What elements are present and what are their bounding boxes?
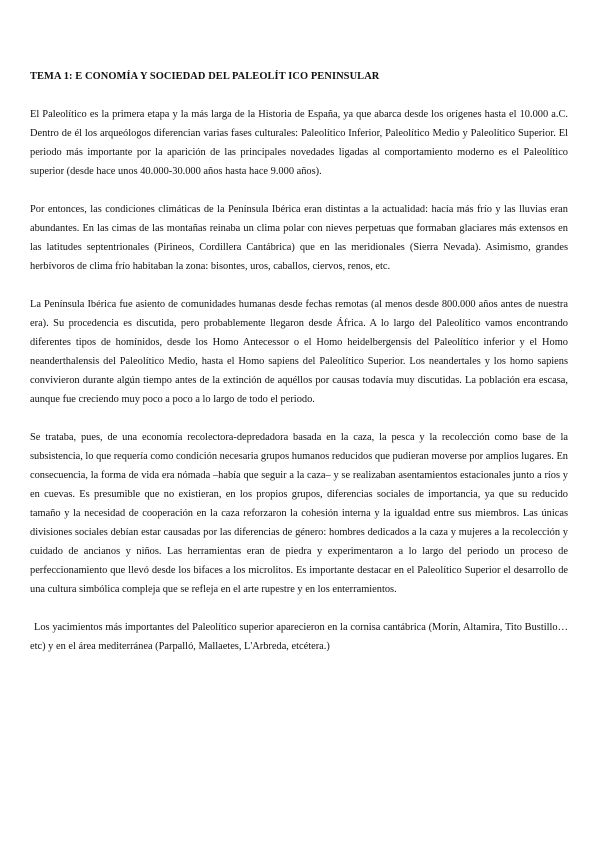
paragraph-intro: El Paleolítico es la primera etapa y la más larga de la Historia de España, ya que abarca desde los orígenes hasta el 10.000 a.C. Dentro de él los arqueólogos diferencian varias fases culturales: Paleolítico Inferior, Paleolítico Medio y Paleolítico Superior. El periodo más importante por la aparición de las principales novedades ligadas al comportamiento moderno es el Paleolítico superior (desde hace unos 40.000-30.000 años hasta hace 9.000 años). bbox=[30, 109, 568, 177]
paragraph-hominids: La Península Ibérica fue asiento de comunidades humanas desde fechas remotas (al menos desde 800.000 años antes de nuestra era). Su procedencia es discutida, pero probablemente llegaron desde África. A lo largo del Paleolítico vamos encontrando diferentes tipos de homínidos, desde los Homo Antecessor o el Homo heidelbergensis del Paleolítico inferior y el Homo neanderthalensis del Paleolítico Medio, hasta el Homo sapiens del Paleolítico Superior. Los neandertales y los homo sapiens convivieron durante algún tiempo antes de la extinción de aquéllos por causas todavía muy discutidas. La población era escasa, aunque fue creciendo muy poco a poco a lo largo de todo el periodo. bbox=[30, 299, 568, 405]
document-page bbox=[30, 70, 568, 675]
paragraph-economy: Se trataba, pues, de una economía recolectora-depredadora basada en la caza, la pesca y la recolección como base de la subsistencia, lo que requería como condición necesaria grupos humanos reducidos que pudieran moverse por amplios lugares. En consecuencia, la forma de vida era nómada –había que seguir a la caza– y se realizaban asentamientos estacionales junto a ríos y en cuevas. Es presumible que no existieran, en los propios grupos, diferencias sociales de importancia, ya que su reducido tamaño y la necesidad de cooperación en la caza reforzaron la cohesión interna y la igualdad entre sus miembros. Las únicas divisiones sociales debían estar causadas por las diferencias de género: hombres dedicados a la caza y mujeres a la recolección y cuidado de ancianos y niños. Las herramientas eran de piedra y experimentaron a lo largo del periodo un proceso de perfeccionamiento que llevó desde los bifaces a los microlitos. Es importante destacar en el Paleolítico Superior el desarrollo de una cultura simbólica compleja que se refleja en el arte rupestre y en los enterramientos. bbox=[30, 432, 568, 595]
paragraph-climate: Por entonces, las condiciones climáticas de la Península Ibérica eran distintas a la actualidad: hacía más frío y las lluvias eran abundantes. En las cimas de las montañas reinaba un clima polar con nieves perpetuas que formaban glaciares más extensos en las latitudes septentrionales (Pirineos, Cordillera Cantábrica) que en las meridionales (Sierra Nevada). Asimismo, grandes herbívoros de clima frío habitaban la zona: bisontes, uros, caballos, ciervos, renos, etc. bbox=[30, 204, 568, 272]
document-title: TEMA 1: E CONOMÍA Y SOCIEDAD DEL PALEOLÍT ICO PENINSULAR bbox=[30, 71, 380, 82]
paragraph-sites: Los yacimientos más importantes del Paleolítico superior aparecieron en la cornisa cantábrica (Morín, Altamira, Tito Bustillo…etc) y en el área mediterránea (Parpalló, Mallaetes, L'Arbreda, etcétera.) bbox=[30, 622, 568, 652]
